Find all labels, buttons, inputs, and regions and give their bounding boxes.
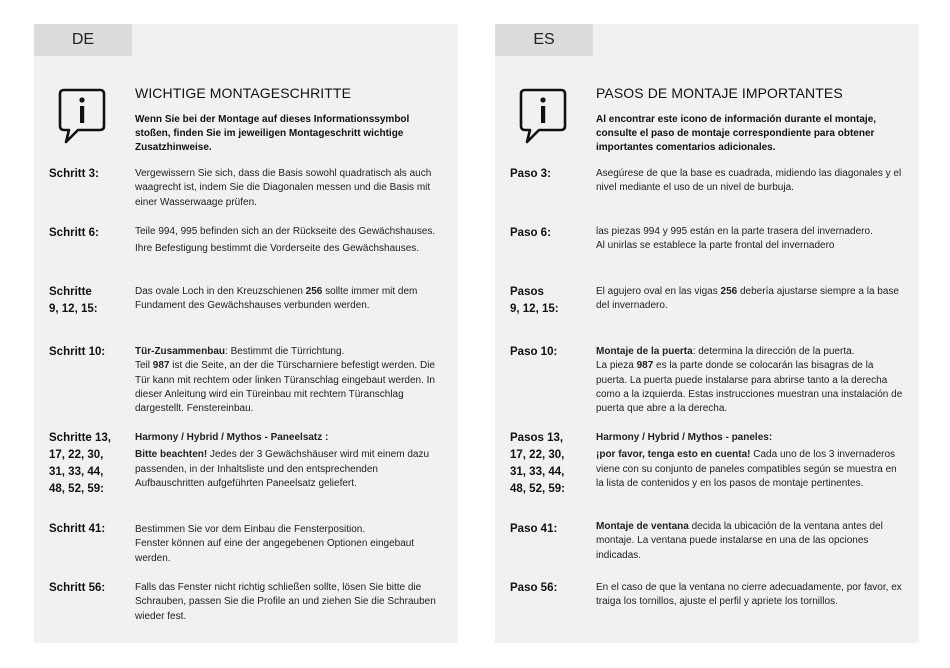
step-label: Paso 10: xyxy=(510,346,558,358)
step-label: Schritt 6: xyxy=(49,227,99,239)
step-label: Paso 3: xyxy=(510,168,551,180)
step-text: Das ovale Loch in den Kreuzschienen 256 sollte immer mit dem Fundament des Gewächshauses verbunden werden. xyxy=(135,286,418,312)
panel-es xyxy=(495,24,919,643)
step-text: En el caso de que la ventana no cierre adecuadamente, por favor, ex traiga los tornillos, ajuste el perfil y apriete los tornillos. xyxy=(596,582,902,608)
section-heading: WICHTIGE MONTAGESCHRITTE xyxy=(135,85,352,101)
language-tab-de[interactable]: DE xyxy=(34,24,132,56)
step-label: Schritt 41: xyxy=(49,523,106,535)
step-label: Schritt 3: xyxy=(49,168,99,180)
info-icon xyxy=(517,86,569,146)
step-label: Schritt 56: xyxy=(49,582,106,594)
step-label: Pasos 13, 17, 22, 30, 31, 33, 44, 48, 52, 59: xyxy=(510,432,565,495)
step-text xyxy=(135,225,445,257)
panel-de xyxy=(34,24,458,643)
step-text-line: Al unirlas se establece la parte frontal del invernadero xyxy=(596,240,835,252)
step-text: Vergewissern Sie sich, dass die Basis sowohl quadratisch als auch waagrecht ist, indem Sie die Diagonalen messen und die Basis mit einer Wasserwaage prüfen. xyxy=(135,168,432,208)
step-text: Falls das Fenster nicht richtig schließen sollte, lösen Sie bitte die Schrauben, passen Sie die Profile an und ziehen Sie die Schrauben wieder fest. xyxy=(135,582,436,622)
language-tab-es[interactable]: ES xyxy=(495,24,593,56)
info-icon xyxy=(56,86,108,146)
step-text: Harmony / Hybrid / Mythos - Paneelsatz : Bitte beachten! Jedes der 3 Gewächshäuser wird mit einem dazu passenden, in der Inhaltsliste und den entsprechenden Aufbauschritten aufgeführten Paneelsatz geliefert. xyxy=(135,432,430,489)
step-text-line: las piezas 994 y 995 están en la parte trasera del invernadero. xyxy=(596,226,873,237)
step-label: Paso 6: xyxy=(510,227,551,239)
section-heading: PASOS DE MONTAJE IMPORTANTES xyxy=(596,85,843,101)
step-text: Tür-Zusammenbau: Bestimmt die Türrichtung. Teil 987 ist die Seite, an der die Türscharniere befestigt werden. Die Tür kann mit rechtem oder linken Türanschlag eingebaut werden. In dieser Anleitung wird ein Türeinbau mit rechtem Türanschlag dargestellt. Fenstereinbau. xyxy=(135,346,435,415)
step-label: Paso 56: xyxy=(510,582,558,594)
step-text-line: Bestimmen Sie vor dem Einbau die Fensterposition. xyxy=(135,524,366,535)
step-text: Montaje de la puerta: determina la dirección de la puerta. La pieza 987 es la parte donde se colocarán las bisagras de la puerta. La puerta puede instalarse para abrirse tanto a la derecha como a la izquierda. Estas instrucciones muestran una instalación de puerta que abre a la derecha. xyxy=(596,346,903,415)
step-text: Montaje de ventana decida la ubicación de la ventana antes del montaje. La ventana puede instalarse en una de las opciones indicadas. xyxy=(596,521,883,561)
step-text-line: Teile 994, 995 befinden sich an der Rückseite des Gewächshauses. xyxy=(135,226,436,237)
step-text: El agujero oval en las vigas 256 debería ajustarse siempre a la base del invernadero. xyxy=(596,286,899,312)
step-label: Paso 41: xyxy=(510,523,558,535)
step-text-line: Ihre Befestigung bestimmt die Vorderseite des Gewächshauses. xyxy=(135,243,420,255)
step-text xyxy=(596,225,906,254)
intro-text: Al encontrar este icono de información durante el montaje, consulte el paso de montaje correspondiente para obtener importantes comentarios adicionales. xyxy=(596,114,877,153)
intro-text: Wenn Sie bei der Montage auf dieses Informationssymbol stoßen, finden Sie im jeweiligen Montageschritt wichtige Zusatzhinweise. xyxy=(135,114,410,153)
step-label: Schritt 10: xyxy=(49,346,106,358)
step-label: Pasos 9, 12, 15: xyxy=(510,286,559,315)
step-text: Asegúrese de que la base es cuadrada, midiendo las diagonales y el nivel mediante el uso de un nivel de burbuja. xyxy=(596,168,902,194)
step-text-line: Fenster können auf eine der angegebenen Optionen eingebaut werden. xyxy=(135,538,415,564)
step-text xyxy=(135,523,445,566)
step-label: Schritte 13, 17, 22, 30, 31, 33, 44, 48, 52, 59: xyxy=(49,432,111,495)
step-text: Harmony / Hybrid / Mythos - paneles: ¡por favor, tenga esto en cuenta! Cada uno de los 3 invernaderos viene con su conjunto de paneles compatibles según se muestra en la lista de contenidos y en los pasos de montaje pertinentes. xyxy=(596,432,897,489)
step-label: Schritte 9, 12, 15: xyxy=(49,286,98,315)
